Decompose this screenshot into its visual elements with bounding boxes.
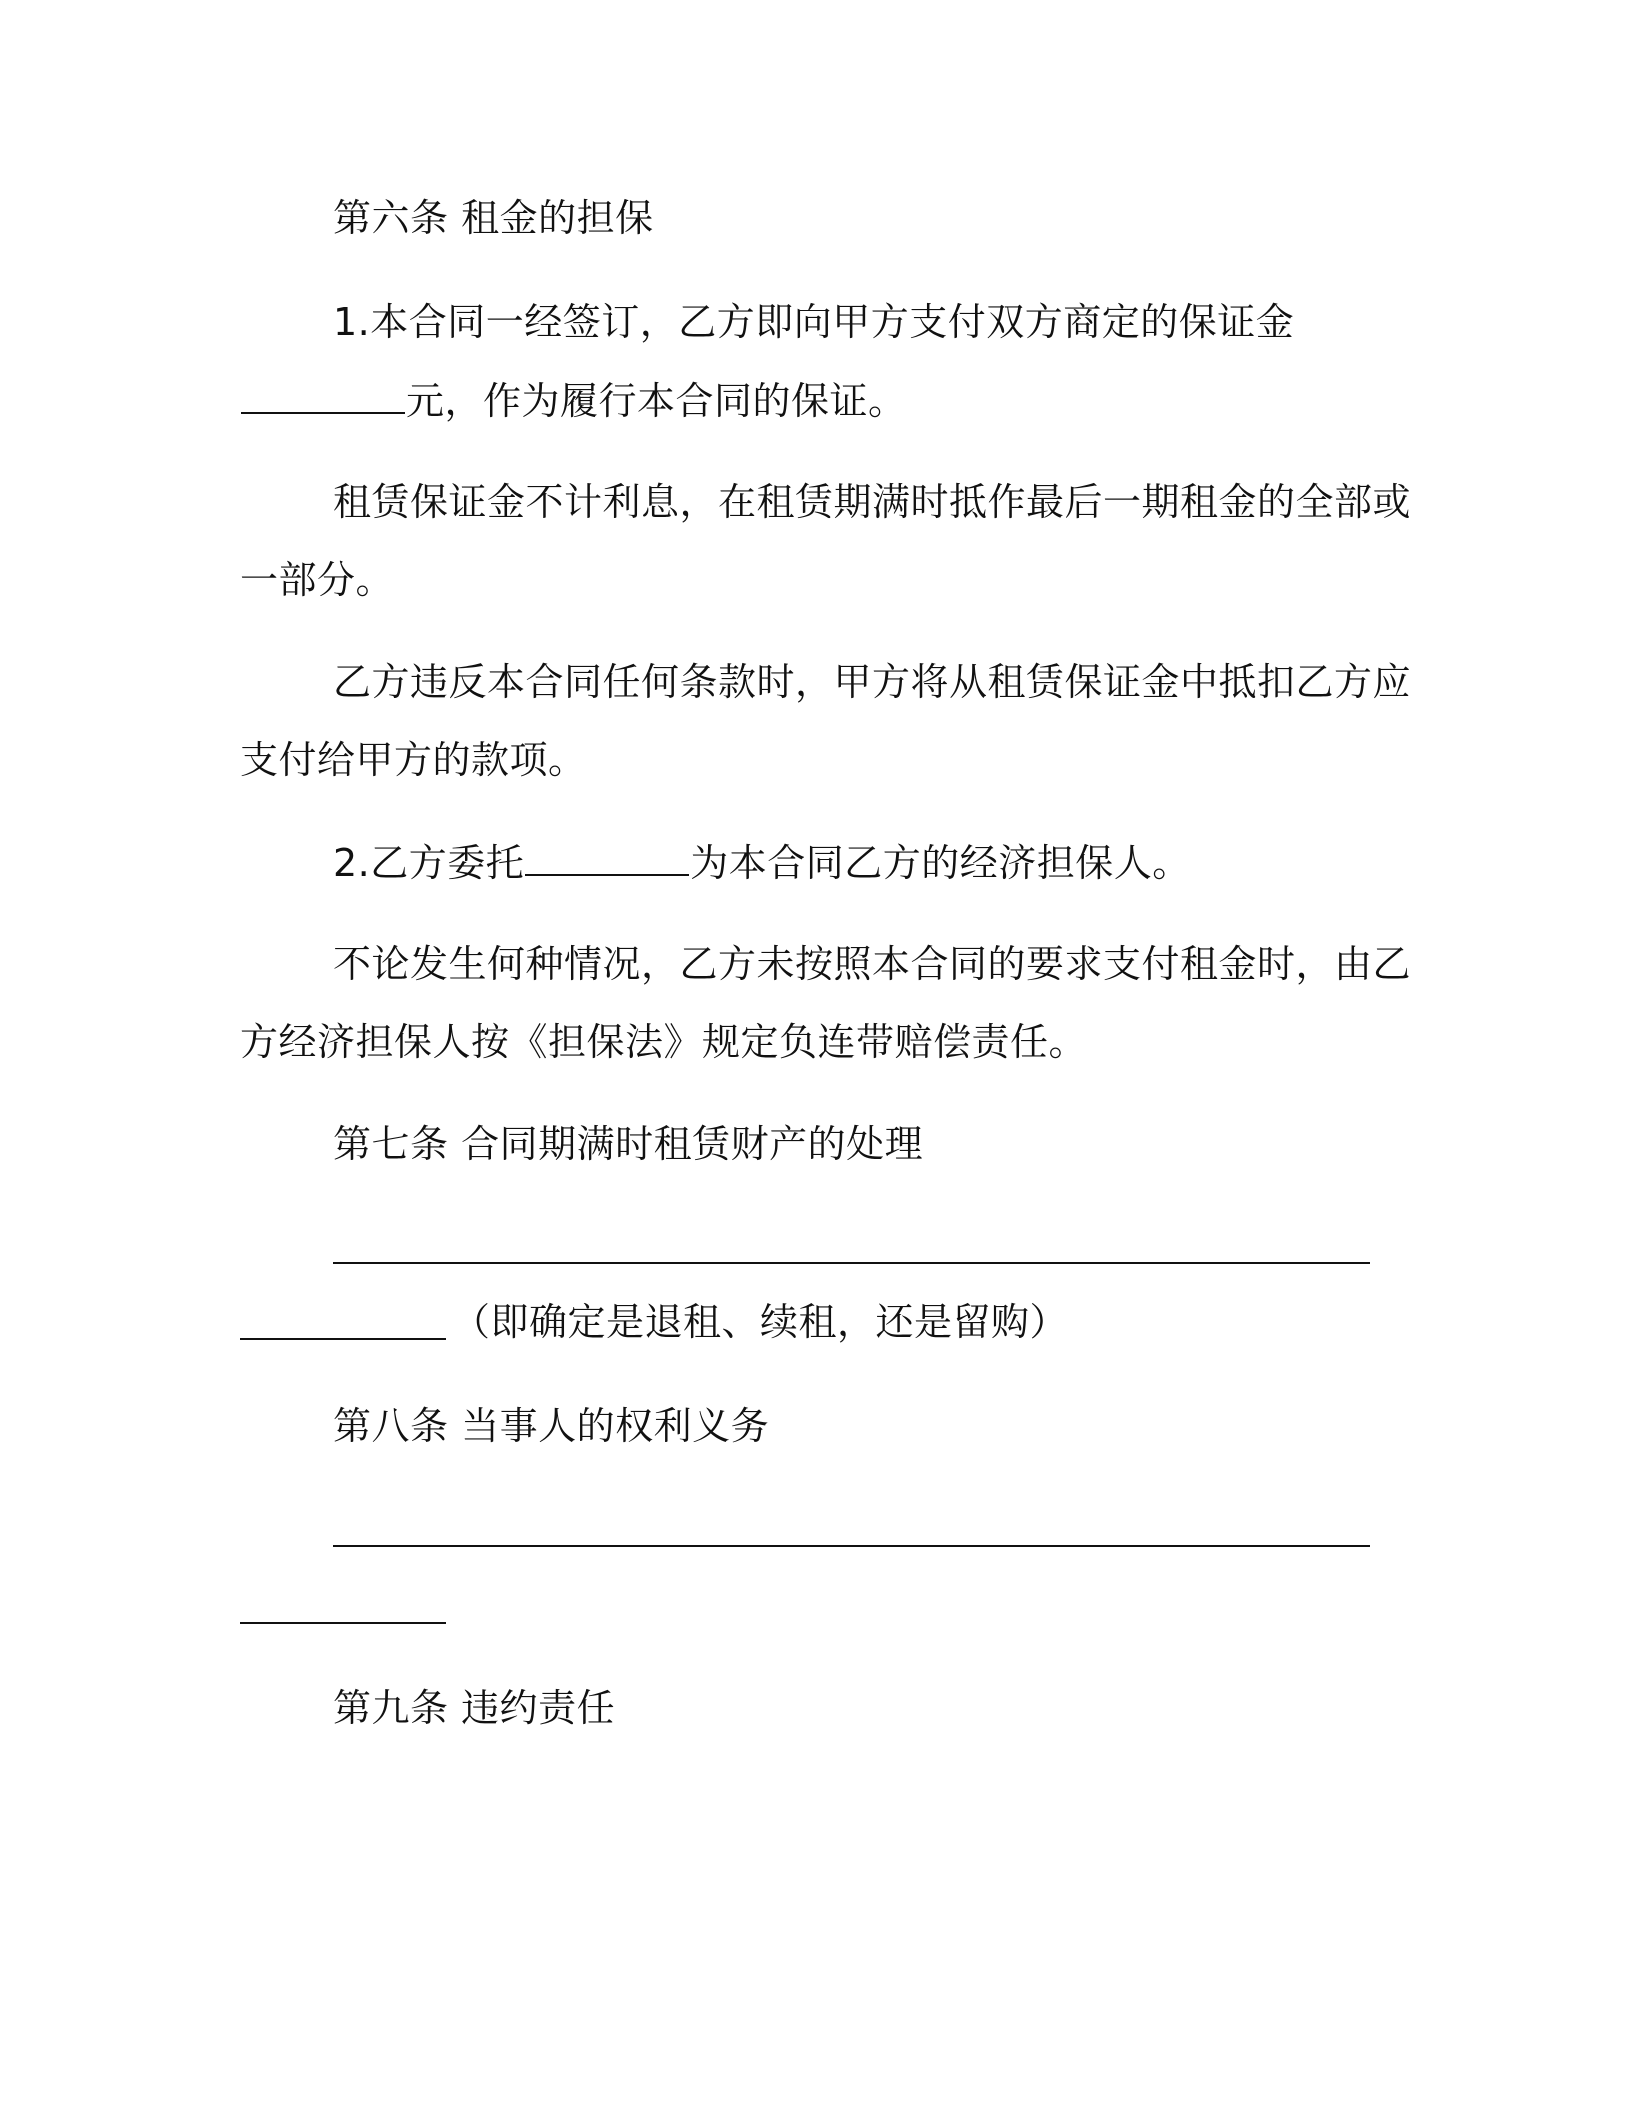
article-9-heading: 第九条 违约责任 <box>333 1686 616 1730</box>
article-6-clause-2-prefix: 2.乙方委托 <box>333 841 525 885</box>
article-6-liability-line-1: 不论发生何种情况，乙方未按照本合同的要求支付租金时，由乙 <box>333 942 1412 986</box>
article-8-blank-line-2[interactable] <box>240 1622 446 1624</box>
article-8-heading: 第八条 当事人的权利义务 <box>333 1404 770 1448</box>
article-6-deposit-interest-line-2: 一部分。 <box>240 558 395 602</box>
article-6-deposit-interest-line-1: 租赁保证金不计利息，在租赁期满时抵作最后一期租金的全部或 <box>333 480 1412 524</box>
article-7-note: （即确定是退租、续租，还是留购） <box>452 1300 1069 1344</box>
article-6-heading: 第六条 租金的担保 <box>333 196 654 240</box>
article-7-blank-line-1[interactable] <box>333 1262 1370 1264</box>
article-7-blank-line-2[interactable] <box>240 1338 446 1340</box>
article-7-heading: 第七条 合同期满时租赁财产的处理 <box>333 1122 924 1166</box>
article-6-deduction-line-2: 支付给甲方的款项。 <box>240 738 587 782</box>
article-6-deduction-line-1: 乙方违反本合同任何条款时，甲方将从租赁保证金中抵扣乙方应 <box>333 660 1412 704</box>
article-6-clause-1-line-2 <box>240 374 907 427</box>
article-6-clause-1-line-1: 1.本合同一经签订，乙方即向甲方支付双方商定的保证金 <box>333 300 1295 344</box>
deposit-amount-blank[interactable] <box>241 374 405 414</box>
article-8-blank-line-1[interactable] <box>333 1545 1370 1547</box>
guarantor-name-blank[interactable] <box>525 836 689 876</box>
article-6-clause-1-line-2-text: 元，作为履行本合同的保证。 <box>406 379 907 423</box>
article-6-liability-line-2: 方经济担保人按《担保法》规定负连带赔偿责任。 <box>240 1020 1088 1064</box>
article-6-clause-2-suffix: 为本合同乙方的经济担保人。 <box>690 841 1191 885</box>
article-6-clause-2 <box>333 836 1191 889</box>
